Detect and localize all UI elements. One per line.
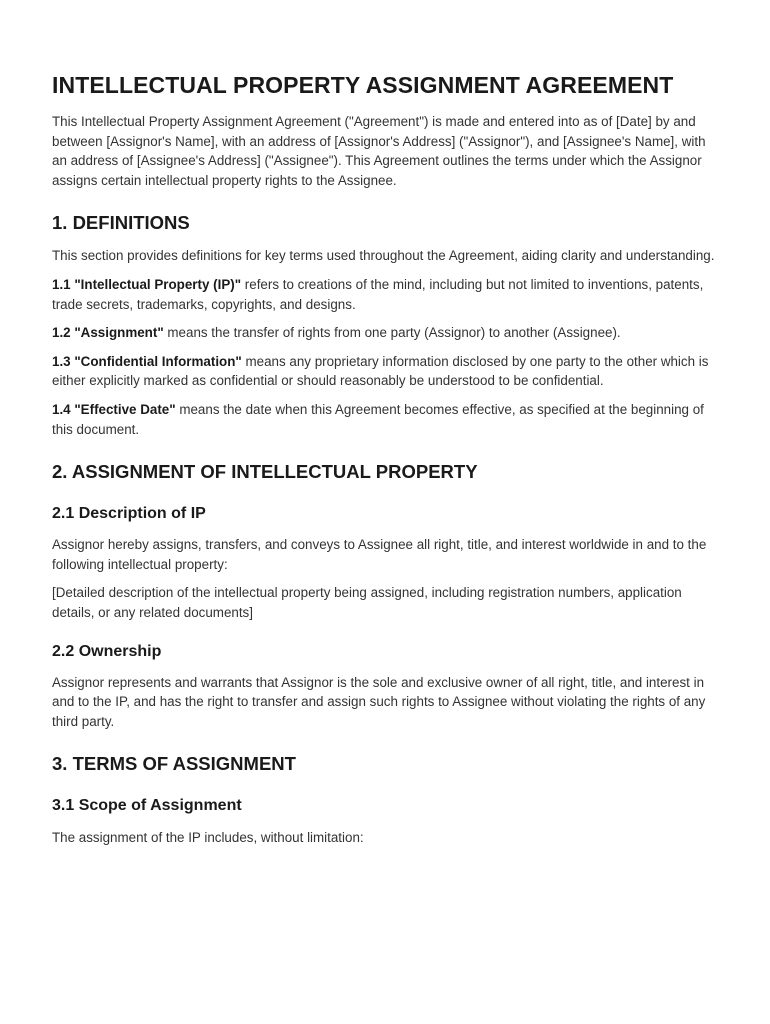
definition-term: 1.2 "Assignment" xyxy=(52,325,164,341)
definition-item xyxy=(52,323,722,343)
subsection-heading-scope: 3.1 Scope of Assignment xyxy=(52,797,242,815)
definition-term: 1.1 "Intellectual Property (IP)" xyxy=(52,276,242,292)
definition-term: 1.4 "Effective Date" xyxy=(52,401,176,417)
definitions-intro: This section provides definitions for key terms used throughout the Agreement, aiding clarity and understanding. xyxy=(52,248,715,264)
definition-term: 1.3 "Confidential Information" xyxy=(52,353,242,369)
ownership-paragraph: Assignor represents and warrants that Assignor is the sole and exclusive owner of all right, title, and interest in and to the IP, and has the right to transfer and assign such rights to Assignee without violating the rights of any third party. xyxy=(52,674,706,729)
definition-text: refers to creations of the mind, including but not limited to inventions, patents, trade secrets, trademarks, copyrights, and designs. xyxy=(52,276,704,312)
subsection-heading-ownership: 2.2 Ownership xyxy=(52,642,162,660)
description-placeholder: [Detailed description of the intellectual property being assigned, including registration numbers, application details, or any related documents] xyxy=(52,585,682,620)
scope-paragraph: The assignment of the IP includes, without limitation: xyxy=(52,830,364,846)
definition-item xyxy=(52,352,722,391)
definition-text: means any proprietary information disclosed by one party to the other which is either explicitly marked as confidential or should reasonably be understood to be confidential. xyxy=(52,353,709,389)
intro-paragraph: This Intellectual Property Assignment Agreement ("Agreement") is made and entered into as of [Date] by and between [Assignor's Name], with an address of [Assignor's Address] ("Assignor"), and [Assignee's Name], with an address of [Assignee's Address] ("Assignee"). This Agreement outlines the terms under which the Assignor assigns certain intellectual property rights to the Assignee. xyxy=(52,114,706,188)
description-paragraph: Assignor hereby assigns, transfers, and conveys to Assignee all right, title, and interest worldwide in and to the following intellectual property: xyxy=(52,537,707,572)
definition-item xyxy=(52,275,722,314)
subsection-heading-description: 2.1 Description of IP xyxy=(52,505,206,523)
section-heading-terms: 3. TERMS OF ASSIGNMENT xyxy=(52,753,296,775)
document-title: INTELLECTUAL PROPERTY ASSIGNMENT AGREEMENT xyxy=(52,72,674,98)
definition-text: means the date when this Agreement becomes effective, as specified at the beginning of this document. xyxy=(52,401,704,437)
definition-item xyxy=(52,400,722,439)
section-heading-definitions: 1. DEFINITIONS xyxy=(52,212,190,234)
section-heading-assignment: 2. ASSIGNMENT OF INTELLECTUAL PROPERTY xyxy=(52,461,478,483)
definition-text: means the transfer of rights from one party (Assignor) to another (Assignee). xyxy=(163,325,621,341)
